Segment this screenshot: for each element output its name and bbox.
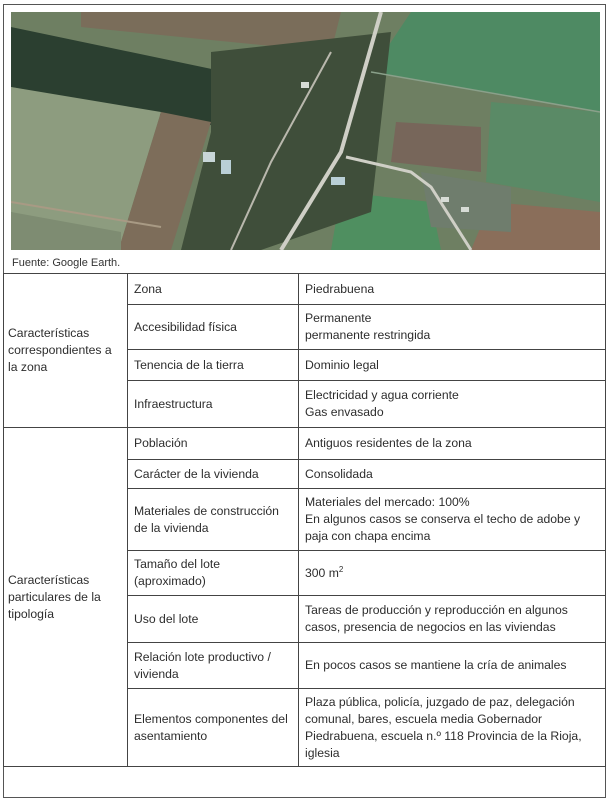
value-line: Tareas de producción y reproducción en algunos casos, presencia de negocios en las viviendas: [305, 603, 568, 634]
row-value: [299, 596, 606, 643]
document-frame: [3, 4, 606, 798]
table-row: [4, 274, 606, 305]
row-label: Tenencia de la tierra: [128, 350, 299, 381]
row-value: [299, 381, 606, 428]
row-value: [299, 460, 606, 489]
row-label: Accesibilidad física: [128, 305, 299, 350]
row-value: [299, 551, 606, 596]
row-label: Elementos componentes del asentamiento: [128, 689, 299, 767]
row-value: [299, 274, 606, 305]
value-line: Gas envasado: [305, 405, 384, 419]
value-line: Piedrabuena: [305, 281, 375, 296]
satellite-image: [11, 12, 600, 250]
row-label: Tamaño del lote (aproximado): [128, 551, 299, 596]
row-value: [299, 643, 606, 689]
row-label: Relación lote productivo / vivienda: [128, 643, 299, 689]
row-label: Infraestructura: [128, 381, 299, 428]
row-label: Zona: [128, 274, 299, 305]
row-value: [299, 350, 606, 381]
satellite-map-icon: [11, 12, 600, 250]
row-value: [299, 689, 606, 767]
value-line: Materiales del mercado: 100%: [305, 495, 470, 509]
value-line: permanente restringida: [305, 328, 431, 342]
value-line: Consolidada: [305, 466, 373, 481]
row-label: Población: [128, 428, 299, 460]
row-label: Materiales de construcción de la vivienda: [128, 489, 299, 551]
value-line: Plaza pública, policía, juzgado de paz, delegación comunal, bares, escuela media Gobernador Piedrabuena, escuela n.º 118 Provincia de la Rioja, iglesia: [305, 694, 582, 760]
row-value: [299, 428, 606, 460]
figure-caption: Fuente: Google Earth.: [12, 257, 121, 269]
superscript: 2: [338, 564, 344, 574]
value-line: Permanente: [305, 311, 372, 325]
row-value: [299, 489, 606, 551]
row-label: Carácter de la vivienda: [128, 460, 299, 489]
table-row: [4, 428, 606, 460]
value-line: Electricidad y agua corriente: [305, 388, 459, 402]
typology-table: [3, 273, 606, 767]
value-line: En pocos casos se mantiene la cría de animales: [305, 658, 567, 672]
value-line: Antiguos residentes de la zona: [305, 436, 472, 450]
row-label: Uso del lote: [128, 596, 299, 643]
row-value: [299, 305, 606, 350]
value-line: Dominio legal: [305, 357, 379, 372]
value-line: 300 m: [305, 565, 339, 580]
group-label: Características correspondientes a la zona: [4, 274, 128, 428]
value-line: En algunos casos se conserva el techo de adobe y paja con chapa encima: [305, 512, 581, 543]
group-label: Características particulares de la tipología: [4, 428, 128, 767]
